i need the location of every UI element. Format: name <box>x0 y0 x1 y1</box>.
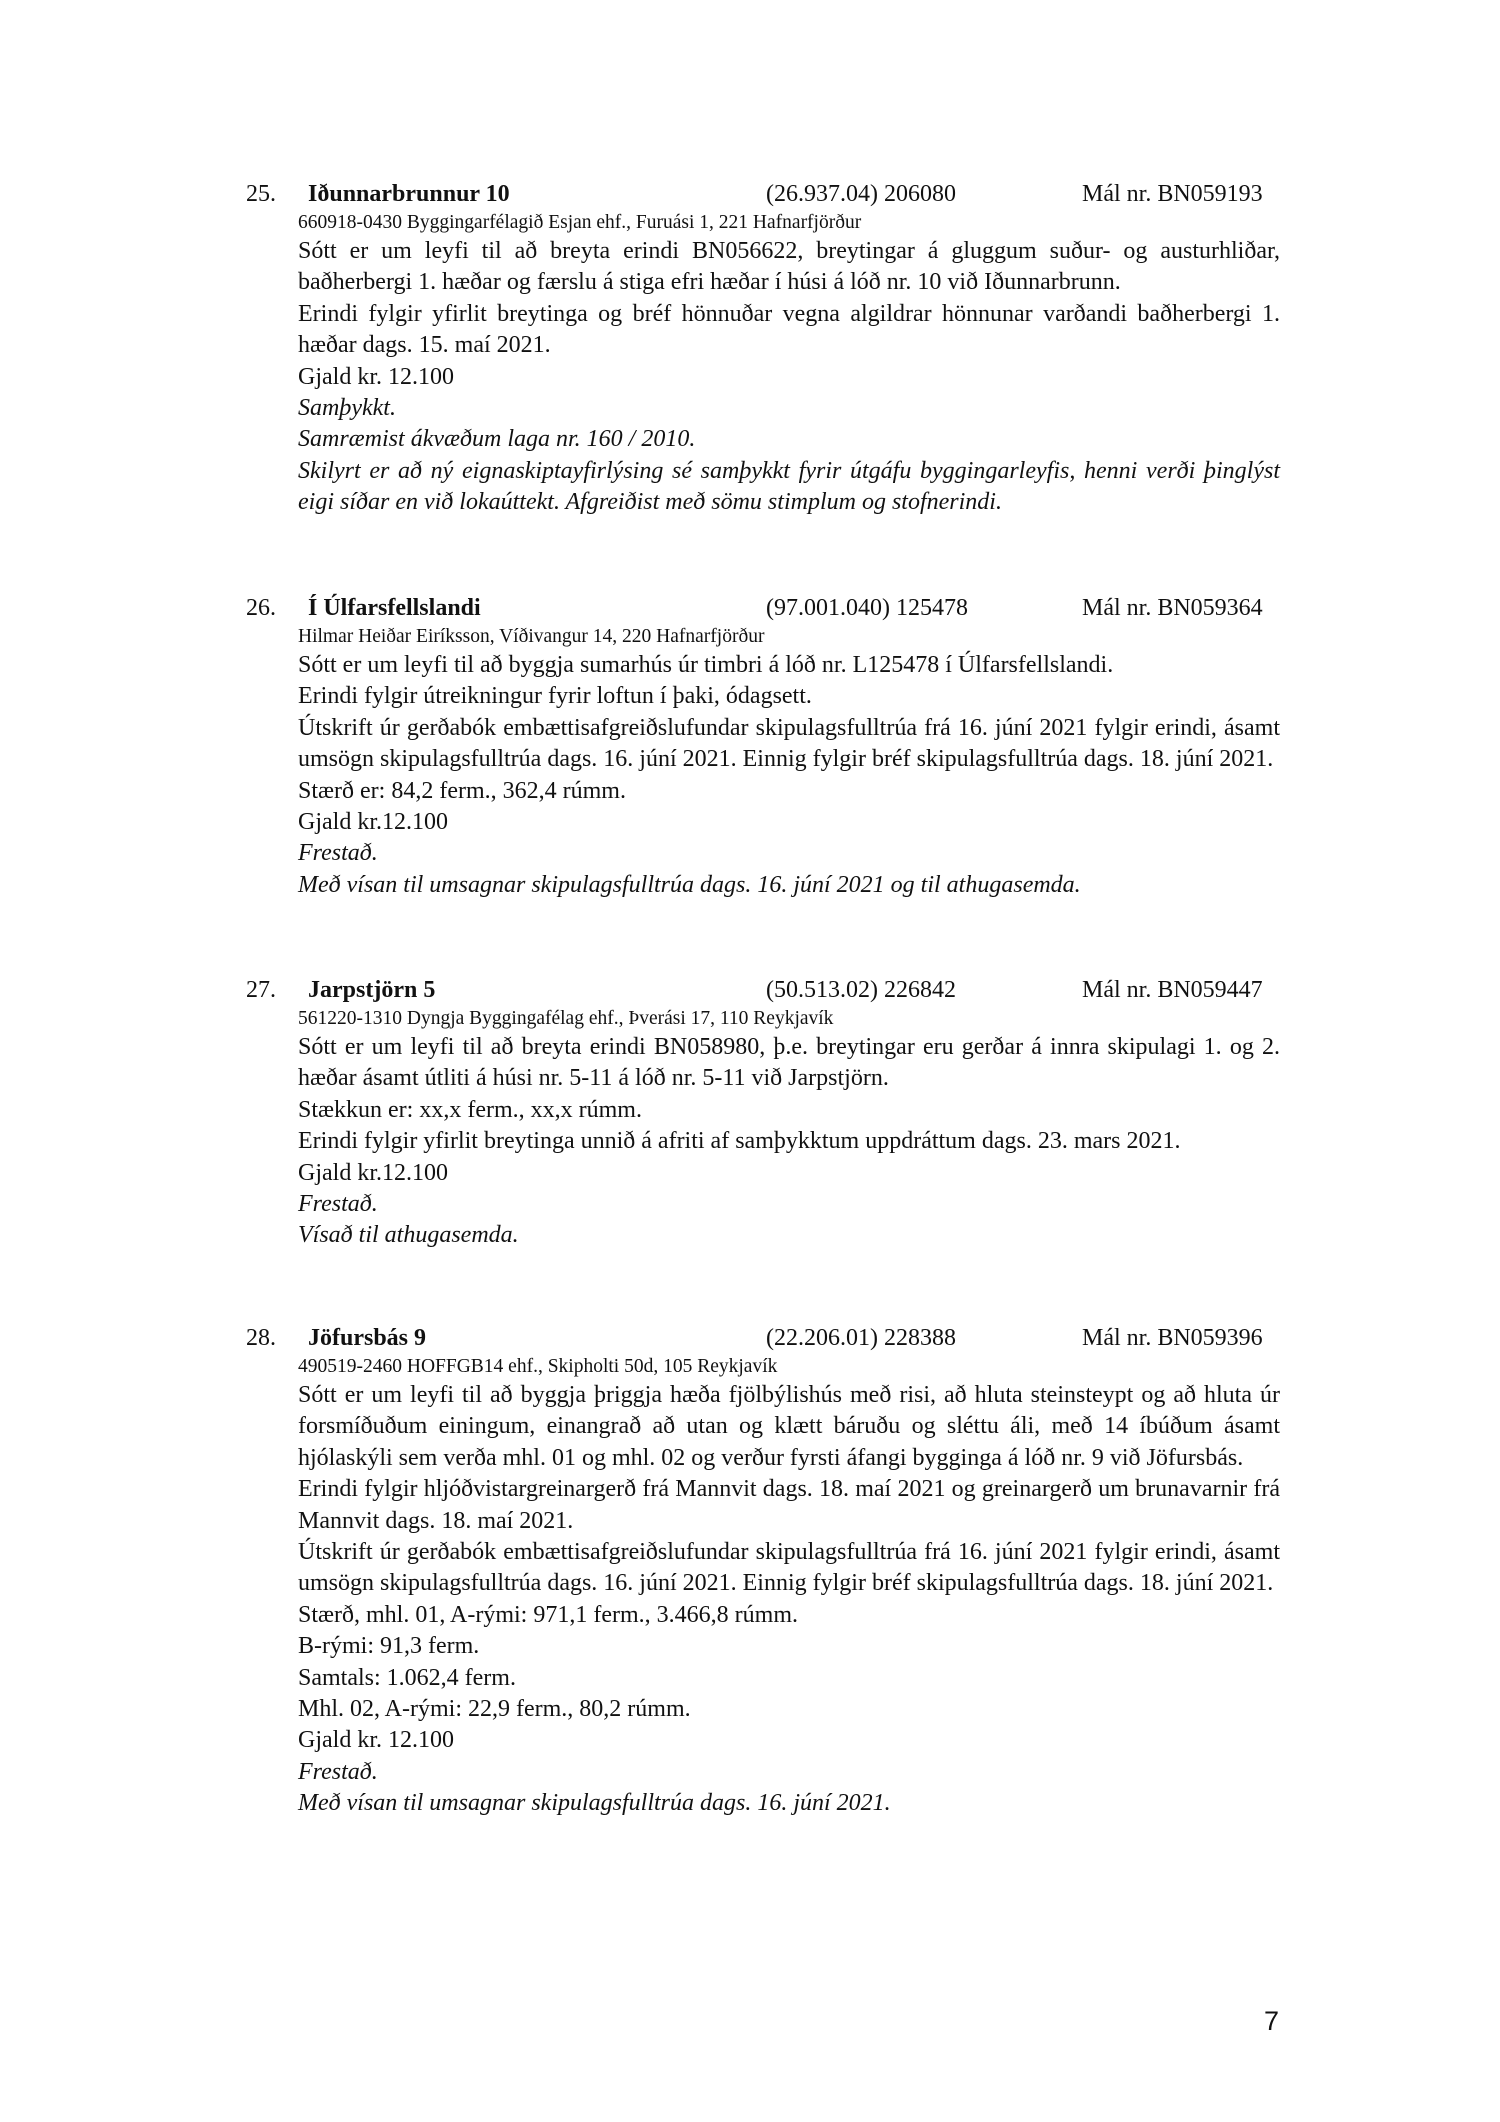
page-number: 7 <box>1264 2006 1280 2036</box>
entry-decision-note: Skilyrt er að ný eignaskiptayfirlýsing sé samþykkt fyrir útgáfu byggingarleyfis, henni verði þinglýst eigi síðar en við lokaúttekt. Afgreiðist með sömu stimplum og stofnerindi. <box>298 457 1280 516</box>
entry-paragraph: Erindi fylgir útreikningur fyrir loftun í þaki, ódagsett. <box>298 683 812 710</box>
entry-paragraph: Sótt er um leyfi til að byggja þriggja hæða fjölbýlishús með risi, að hluta steinsteypt og að hluta úr forsmíðuðum einingum, einangrað að utan og klætt báruðu og sléttu áli, með 14 íbúðum ásamt hjólaskýli sem verða mhl. 01 og mhl. 02 og verður fyrsti áfangi bygginga á lóð nr. 9 við Jöfursbás. <box>298 1382 1280 1471</box>
entry-applicant: 561220-1310 Dyngja Byggingafélag ehf., Þverási 17, 110 Reykjavík <box>298 1008 834 1029</box>
entry-paragraph: Sótt er um leyfi til að byggja sumarhús úr timbri á lóð nr. L125478 í Úlfarsfellslandi. <box>298 652 1114 678</box>
entry-decision: Frestað. <box>298 1758 378 1785</box>
entry-fee: Gjald kr.12.100 <box>298 1159 448 1186</box>
entry-paragraph: Sótt er um leyfi til að breyta erindi BN056622, breytingar á gluggum suður- og austurhliðar, baðherbergi 1. hæðar og færslu á stiga efri hæðar í húsi á lóð nr. 10 við Iðunnarbrunn. <box>298 238 1280 296</box>
entry-paragraph: Erindi fylgir yfirlit breytinga og bréf hönnuðar vegna algildrar hönnunar varðandi baðherbergi 1. hæðar dags. 15. maí 2021. <box>298 300 1280 359</box>
entry-size: Samtals: 1.062,4 ferm. <box>298 1664 516 1691</box>
entry-size: Mhl. 02, A-rými: 22,9 ferm., 80,2 rúmm. <box>298 1696 691 1723</box>
entry-25 <box>0 178 1500 519</box>
entry-applicant: Hilmar Heiðar Eiríksson, Víðivangur 14, 220 Hafnarfjörður <box>298 626 765 647</box>
entry-body <box>298 650 1280 901</box>
entry-paragraph: Útskrift úr gerðabók embættisafgreiðslufundar skipulagsfulltrúa frá 16. júní 2021 fylgir erindi, ásamt umsögn skipulagsfulltrúa dags. 16. júní 2021. Einnig fylgir bréf skipulagsfulltrúa dags. 18. júní 2021. <box>298 1539 1280 1597</box>
entry-body <box>298 236 1280 519</box>
entry-body <box>298 1032 1280 1252</box>
entry-paragraph: Sótt er um leyfi til að breyta erindi BN058980, þ.e. breytingar eru gerðar á innra skipulagi 1. og 2. hæðar ásamt útliti á húsi nr. 5-11 á lóð nr. 5-11 við Jarpstjörn. <box>298 1034 1280 1092</box>
entry-applicant: 490519-2460 HOFFGB14 ehf., Skipholti 50d, 105 Reykjavík <box>298 1356 778 1377</box>
entry-fee: Gjald kr. 12.100 <box>298 363 454 390</box>
entry-decision: Frestað. <box>298 840 378 867</box>
entry-number: 28. <box>246 1325 276 1351</box>
entry-address: Í Úlfarsfellslandi <box>308 595 481 621</box>
entry-size: B-rými: 91,3 ferm. <box>298 1633 480 1660</box>
entry-header <box>0 178 1500 210</box>
entry-land-id: (97.001.040) 125478 <box>766 595 968 621</box>
entry-address: Jöfursbás 9 <box>308 1325 427 1351</box>
entry-header <box>0 592 1500 624</box>
entry-land-id: (26.937.04) 206080 <box>766 181 956 207</box>
entry-decision-note: Vísað til athugasemda. <box>298 1222 519 1249</box>
entry-fee: Gjald kr. 12.100 <box>298 1727 454 1754</box>
entry-applicant: 660918-0430 Byggingarfélagið Esjan ehf., Furuási 1, 221 Hafnarfjörður <box>298 212 862 233</box>
entry-land-id: (22.206.01) 228388 <box>766 1325 956 1351</box>
entry-paragraph: Útskrift úr gerðabók embættisafgreiðslufundar skipulagsfulltrúa frá 16. júní 2021 fylgir erindi, ásamt umsögn skipulagsfulltrúa dags. 16. júní 2021. Einnig fylgir bréf skipulagsfulltrúa dags. 18. júní 2021. <box>298 714 1280 773</box>
entry-land-id: (50.513.02) 226842 <box>766 977 956 1003</box>
entry-case-number: Mál nr. BN059396 <box>1082 1325 1263 1351</box>
entry-paragraph: Erindi fylgir yfirlit breytinga unnið á afriti af samþykktum uppdráttum dags. 23. mars 2021. <box>298 1128 1181 1155</box>
entry-28 <box>0 1322 1500 1820</box>
entry-address: Iðunnarbrunnur 10 <box>308 181 510 207</box>
entry-number: 26. <box>246 595 276 621</box>
entry-number: 27. <box>246 977 276 1003</box>
entry-body <box>298 1380 1280 1820</box>
entry-number: 25. <box>246 181 276 207</box>
entry-size: Stækkun er: xx,x ferm., xx,x rúmm. <box>298 1096 642 1123</box>
entry-decision-note: Með vísan til umsagnar skipulagsfulltrúa dags. 16. júní 2021. <box>298 1790 891 1817</box>
entry-decision: Frestað. <box>298 1191 378 1218</box>
entry-size: Stærð er: 84,2 ferm., 362,4 rúmm. <box>298 777 626 804</box>
entry-case-number: Mál nr. BN059447 <box>1082 977 1263 1003</box>
entry-27 <box>0 974 1500 1252</box>
entry-decision: Samþykkt. <box>298 395 396 422</box>
entry-case-number: Mál nr. BN059364 <box>1082 595 1263 621</box>
entry-address: Jarpstjörn 5 <box>308 977 436 1003</box>
entry-paragraph: Erindi fylgir hljóðvistargreinargerð frá Mannvit dags. 18. maí 2021 og greinargerð um brunavarnir frá Mannvit dags. 18. maí 2021. <box>298 1476 1280 1534</box>
entry-header <box>0 974 1500 1006</box>
entry-decision-note: Samræmist ákvæðum laga nr. 160 / 2010. <box>298 426 696 453</box>
entry-fee: Gjald kr.12.100 <box>298 809 448 836</box>
entry-case-number: Mál nr. BN059193 <box>1082 181 1263 207</box>
entry-decision-note: Með vísan til umsagnar skipulagsfulltrúa dags. 16. júní 2021 og til athugasemda. <box>298 871 1081 898</box>
entry-26 <box>0 592 1500 901</box>
entry-header <box>0 1322 1500 1354</box>
entry-size: Stærð, mhl. 01, A-rými: 971,1 ferm., 3.466,8 rúmm. <box>298 1601 798 1628</box>
